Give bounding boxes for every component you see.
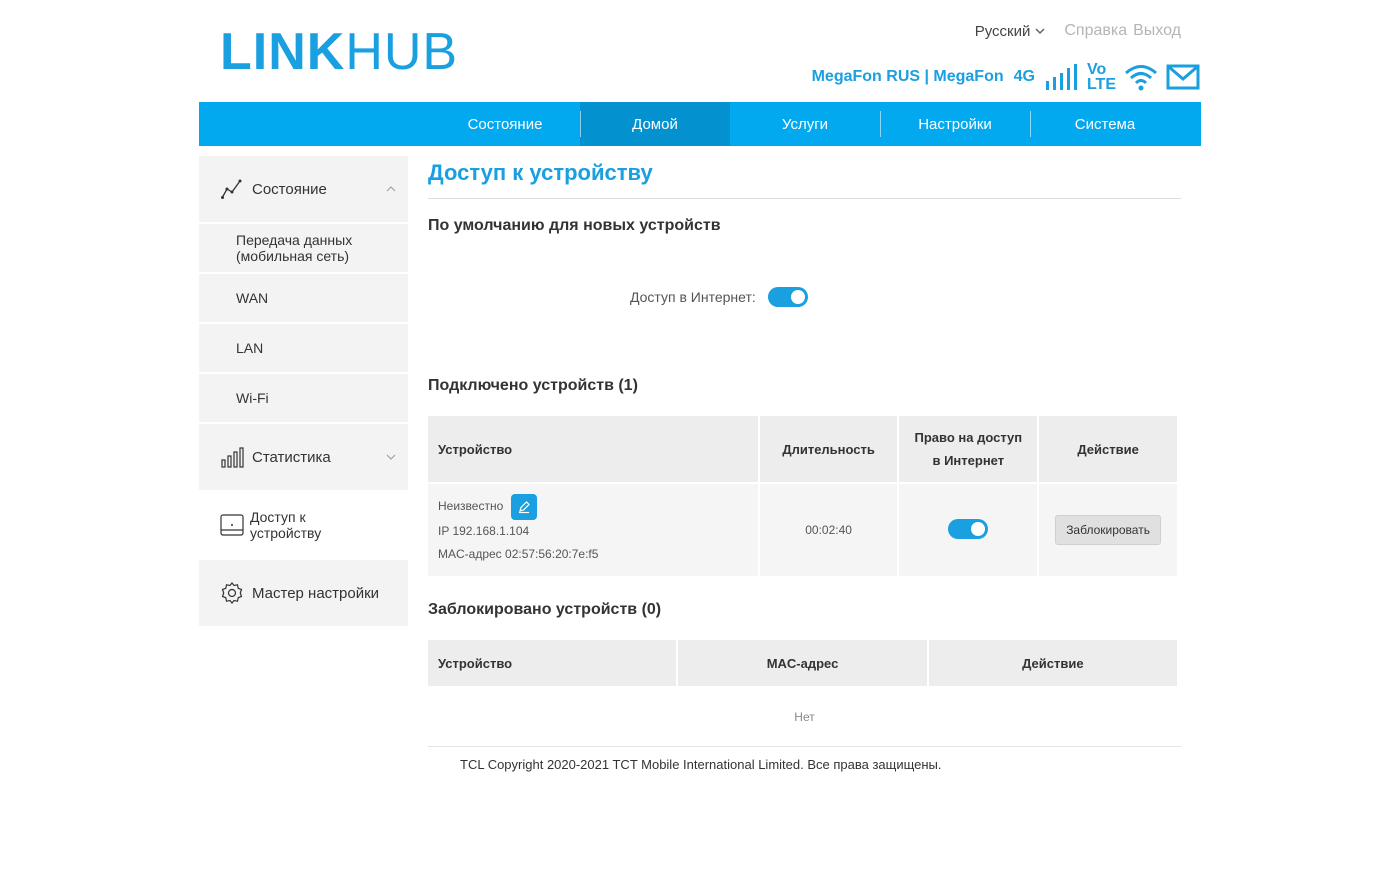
footer-divider <box>428 746 1181 747</box>
blocked-devices-title: Заблокировано устройств (0) <box>428 601 662 618</box>
sidebar-group-status[interactable] <box>199 156 408 222</box>
status-bar <box>812 62 1200 92</box>
page-title: Доступ к устройству <box>428 160 1181 199</box>
volte-bottom: LTE <box>1086 76 1116 93</box>
logout-link[interactable]: Выход <box>1133 22 1181 39</box>
carrier-name: MegaFon RUS | MegaFon <box>811 68 1004 85</box>
sidebar-wizard-label: Мастер настройки <box>252 584 380 602</box>
sidebar-item-mobile-data[interactable]: Передача данных (мобильная сеть) <box>199 224 408 272</box>
top-links <box>975 22 1181 40</box>
wifi-icon <box>1124 63 1158 91</box>
network-type: 4G <box>1013 68 1035 85</box>
chevron-down-icon <box>386 452 396 462</box>
chevron-up-icon <box>386 184 396 194</box>
internet-access-label: Доступ в Интернет: <box>630 289 756 305</box>
help-link[interactable]: Справка <box>1064 22 1128 39</box>
device-duration: 00:02:40 <box>760 484 898 578</box>
block-button[interactable]: Заблокировать <box>1055 515 1161 545</box>
internet-access-toggle[interactable] <box>768 287 808 307</box>
table-row <box>428 484 1177 578</box>
col-internet-access: Право на доступ в Интернет <box>899 416 1037 484</box>
nav-home[interactable]: Домой <box>580 102 730 146</box>
col-duration: Длительность <box>760 416 898 484</box>
volte-top: Vo <box>1086 61 1107 78</box>
edit-name-button[interactable] <box>511 494 537 520</box>
line-chart-icon <box>220 177 244 201</box>
col-blocked-device: Устройство <box>428 640 676 686</box>
nav-status[interactable]: Состояние <box>467 115 543 133</box>
device-name: Неизвестно <box>438 499 504 514</box>
col-device: Устройство <box>428 416 758 484</box>
nav-settings[interactable]: Настройки <box>880 102 1030 146</box>
sidebar <box>199 156 408 628</box>
volte-indicator <box>1087 62 1116 92</box>
col-action: Действие <box>1039 416 1177 484</box>
sidebar-group-statistics[interactable] <box>199 424 408 490</box>
logo-hub-text: HUB <box>345 23 459 81</box>
language-label: Русский <box>974 22 1031 40</box>
default-section-title: По умолчанию для новых устройств <box>428 217 721 234</box>
device-ip: IP 192.168.1.104 <box>438 524 530 538</box>
blocked-empty-text: Нет <box>794 710 815 724</box>
gear-icon <box>220 581 244 605</box>
logo-link-text: LINK <box>220 23 346 81</box>
connected-devices-title: Подключено устройств (1) <box>428 377 638 394</box>
main-nav <box>199 102 1201 146</box>
device-access-cell <box>899 484 1037 578</box>
chevron-down-icon <box>1034 25 1046 37</box>
nav-system[interactable]: Система <box>1030 102 1180 146</box>
device-action-cell <box>1039 484 1177 578</box>
blocked-devices-table <box>426 640 1179 686</box>
signal-strength-icon <box>1045 63 1079 91</box>
sidebar-statistics-label: Статистика <box>252 448 331 466</box>
pencil-icon <box>511 494 537 520</box>
sidebar-item-lan[interactable]: LAN <box>199 324 408 372</box>
main-content <box>428 160 1181 772</box>
footer-copyright: TCL Copyright 2020-2021 TCT Mobile International Limited. Все права защищены. <box>460 757 942 772</box>
sidebar-item-wifi[interactable]: Wi-Fi <box>199 374 408 422</box>
sidebar-item-device-access[interactable] <box>199 492 408 558</box>
mail-icon[interactable] <box>1166 63 1200 91</box>
connected-devices-table <box>426 416 1179 578</box>
col-blocked-action: Действие <box>929 640 1177 686</box>
nav-services[interactable]: Услуги <box>781 115 829 133</box>
sidebar-item-wan[interactable]: WAN <box>199 274 408 322</box>
sidebar-device-access-label: Доступ к устройству <box>250 509 322 541</box>
language-select[interactable] <box>975 23 1047 40</box>
sidebar-status-label: Состояние <box>252 180 327 198</box>
device-mac: MAC-адрес 02:57:56:20:7e:f5 <box>438 547 599 561</box>
device-info-cell <box>428 484 758 578</box>
default-internet-access-row <box>630 287 808 307</box>
col-blocked-mac: MAC-адрес <box>678 640 926 686</box>
bar-chart-icon <box>220 445 244 469</box>
device-internet-toggle[interactable] <box>948 519 988 539</box>
brand-logo <box>220 23 459 81</box>
sidebar-item-setup-wizard[interactable] <box>199 560 408 626</box>
device-icon <box>220 513 244 537</box>
